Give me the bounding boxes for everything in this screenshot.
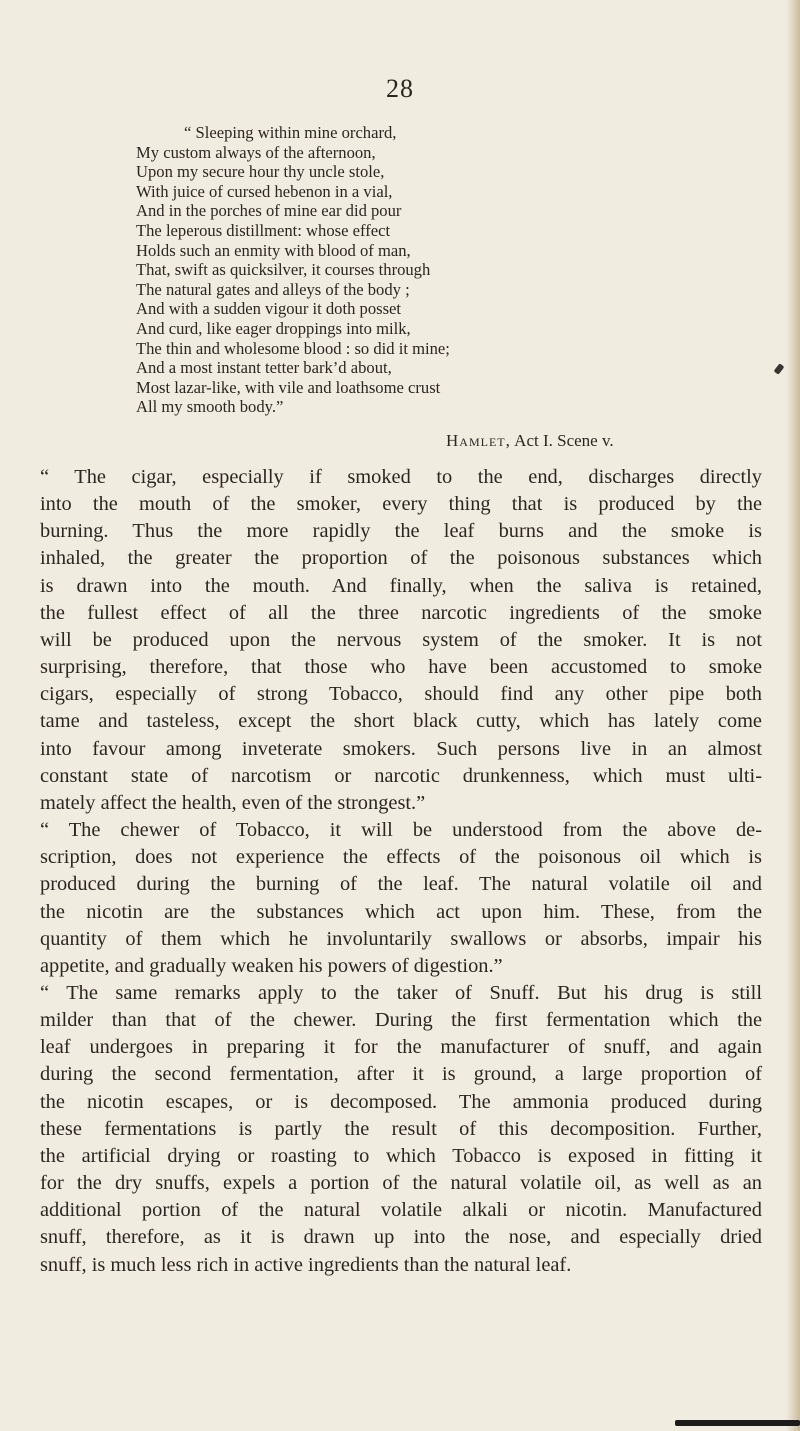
poem-line: The thin and wholesome blood : so did it mine; — [136, 338, 450, 358]
page-edge-shadow — [786, 0, 800, 1431]
poem-line: The leperous distillment: whose effect — [136, 220, 391, 240]
text-line: additional portion of the natural volatile alkali or nicotin. Manufactured — [40, 1199, 762, 1222]
text-line: tame and tasteless, except the short black cutty, which has lately come — [40, 710, 762, 733]
body-text — [40, 464, 762, 1279]
poem-line: And in the porches of mine ear did pour — [136, 201, 402, 221]
text-line: surprising, therefore, that those who have been accustomed to smoke — [40, 656, 762, 679]
poem-attribution — [446, 431, 614, 451]
poem-line: The natural gates and alleys of the body ; — [136, 279, 410, 299]
paragraph-cigar — [40, 464, 762, 817]
text-line: inhaled, the greater the proportion of the poisonous substances which — [40, 547, 762, 570]
text-line: produced during the burning of the leaf. The natural volatile oil and — [40, 873, 762, 896]
text-line: mately affect the health, even of the strongest.” — [40, 791, 426, 814]
poem-line: Most lazar-like, with vile and loathsome crust — [136, 377, 441, 397]
text-line: “ The same remarks apply to the taker of Snuff. But his drug is still — [40, 981, 762, 1004]
bottom-edge-mark — [675, 1420, 800, 1426]
ink-mark — [774, 363, 785, 375]
text-line: these fermentations is partly the result of this decomposition. Further, — [40, 1117, 762, 1140]
poem-line: And curd, like eager droppings into milk, — [136, 318, 411, 338]
text-line: “ The chewer of Tobacco, it will be understood from the above de- — [40, 819, 762, 842]
text-line: the artificial drying or roasting to which Tobacco is exposed in fitting it — [40, 1144, 762, 1167]
text-line: into favour among inveterate smokers. Such persons live in an almost — [40, 737, 762, 760]
text-line: during the second fermentation, after it is ground, a large proportion of — [40, 1063, 762, 1086]
text-line: quantity of them which he involuntarily swallows or absorbs, impair his — [40, 927, 762, 950]
text-line: the nicotin are the substances which act upon him. These, from the — [40, 900, 762, 923]
attribution-work: Hamlet, — [446, 431, 511, 450]
text-line: snuff, is much less rich in active ingredients than the natural leaf. — [40, 1253, 572, 1276]
text-line: constant state of narcotism or narcotic drunkenness, which must ulti- — [40, 764, 762, 787]
text-line: into the mouth of the smoker, every thing that is produced by the — [40, 493, 762, 516]
paragraph-chewer — [40, 817, 762, 980]
text-line: scription, does not experience the effects of the poisonous oil which is — [40, 846, 762, 869]
poem-quotation — [136, 123, 716, 417]
text-line: appetite, and gradually weaken his powers of digestion.” — [40, 954, 503, 977]
poem-line: With juice of cursed hebenon in a vial, — [136, 181, 393, 201]
poem-line: My custom always of the afternoon, — [136, 142, 376, 162]
paragraph-snuff — [40, 980, 762, 1279]
text-line: snuff, therefore, as it is drawn up into the nose, and especially dried — [40, 1226, 762, 1249]
poem-line: Upon my secure hour thy uncle stole, — [136, 162, 385, 182]
page-number: 28 — [386, 74, 414, 103]
text-line: is drawn into the mouth. And finally, when the saliva is retained, — [40, 574, 762, 597]
poem-line: And with a sudden vigour it doth posset — [136, 299, 402, 319]
text-line: milder than that of the chewer. During the first fermentation which the — [40, 1009, 762, 1032]
text-line: leaf undergoes in preparing it for the manufacturer of snuff, and again — [40, 1036, 762, 1059]
text-line: “ The cigar, especially if smoked to the end, discharges directly — [40, 466, 762, 488]
poem-line: And a most instant tetter bark’d about, — [136, 358, 392, 378]
text-line: the fullest effect of all the three narcotic ingredients of the smoke — [40, 601, 762, 624]
text-line: burning. Thus the more rapidly the leaf burns and the smoke is — [40, 520, 762, 543]
attribution-act: Act I. Scene v. — [514, 431, 614, 450]
poem-line: Holds such an enmity with blood of man, — [136, 240, 411, 260]
text-line: for the dry snuffs, expels a portion of the natural volatile oil, as well as an — [40, 1172, 762, 1195]
text-line: will be produced upon the nervous system of the smoker. It is not — [40, 628, 762, 651]
poem-line: That, swift as quicksilver, it courses through — [136, 260, 431, 280]
text-line: the nicotin escapes, or is decomposed. The ammonia produced during — [40, 1090, 762, 1113]
poem-line: “ Sleeping within mine orchard, — [184, 123, 397, 142]
text-line: cigars, especially of strong Tobacco, should find any other pipe both — [40, 683, 762, 706]
poem-line: All my smooth body.” — [136, 397, 284, 417]
